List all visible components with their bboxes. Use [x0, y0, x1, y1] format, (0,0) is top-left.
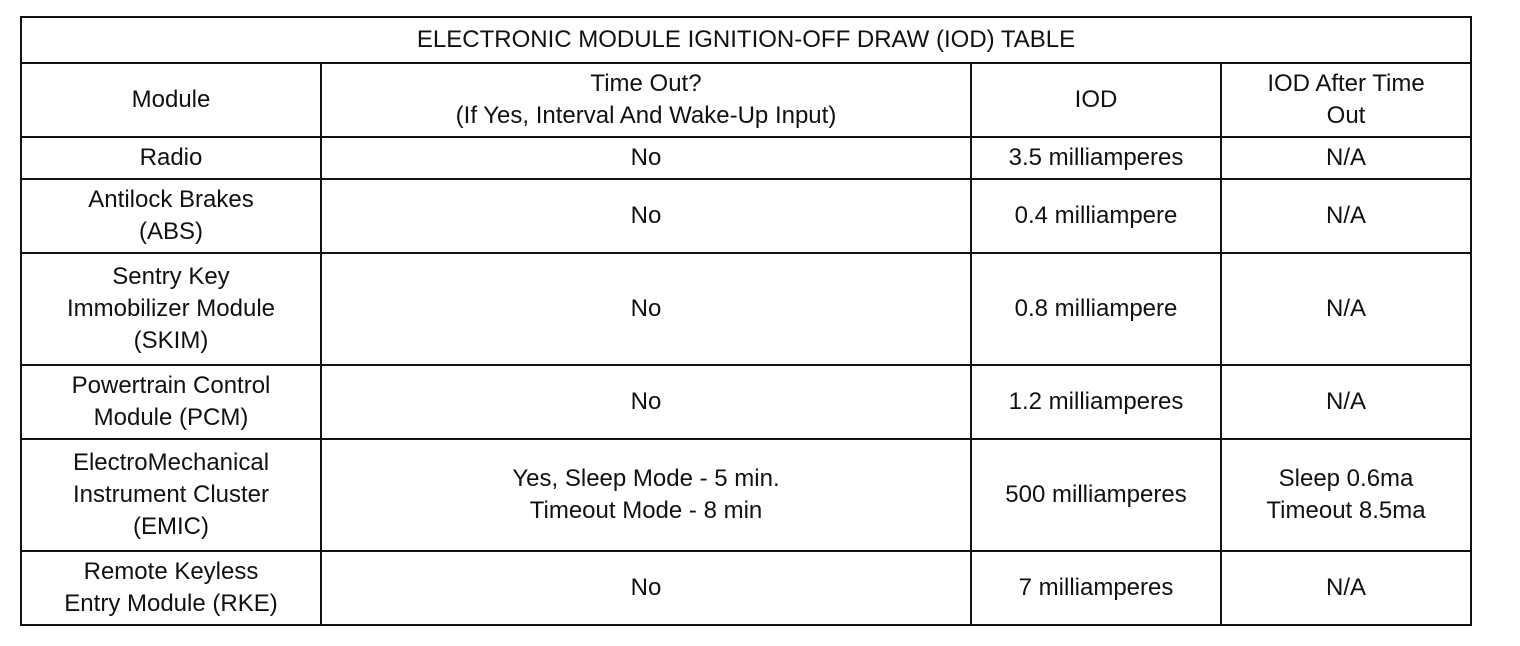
header-time-out: Time Out? (If Yes, Interval And Wake-Up Input)	[321, 63, 971, 137]
cell-iod-after: N/A	[1221, 551, 1471, 625]
cell-time-out: No	[321, 253, 971, 365]
cell-time-out: No	[321, 137, 971, 179]
cell-iod: 500 milliamperes	[971, 439, 1221, 551]
cell-time-out: No	[321, 179, 971, 253]
cell-iod: 0.8 milliampere	[971, 253, 1221, 365]
table-title-row	[21, 17, 1471, 63]
cell-iod: 1.2 milliamperes	[971, 365, 1221, 439]
table-row	[21, 365, 1471, 439]
table-row	[21, 551, 1471, 625]
table-row	[21, 179, 1471, 253]
table-row	[21, 439, 1471, 551]
cell-iod: 0.4 milliampere	[971, 179, 1221, 253]
cell-time-out: No	[321, 365, 971, 439]
iod-table	[20, 16, 1472, 626]
cell-iod-after: N/A	[1221, 365, 1471, 439]
cell-iod-after: N/A	[1221, 253, 1471, 365]
table-header-row	[21, 63, 1471, 137]
cell-module: Antilock Brakes (ABS)	[21, 179, 321, 253]
cell-iod-after: N/A	[1221, 179, 1471, 253]
cell-module: Remote Keyless Entry Module (RKE)	[21, 551, 321, 625]
header-iod: IOD	[971, 63, 1221, 137]
cell-module: Radio	[21, 137, 321, 179]
header-module: Module	[21, 63, 321, 137]
cell-module: Sentry Key Immobilizer Module (SKIM)	[21, 253, 321, 365]
cell-module: Powertrain Control Module (PCM)	[21, 365, 321, 439]
cell-time-out: No	[321, 551, 971, 625]
table-row	[21, 253, 1471, 365]
cell-iod-after: Sleep 0.6ma Timeout 8.5ma	[1221, 439, 1471, 551]
cell-iod-after: N/A	[1221, 137, 1471, 179]
table-title: ELECTRONIC MODULE IGNITION-OFF DRAW (IOD) TABLE	[21, 17, 1471, 63]
cell-module: ElectroMechanical Instrument Cluster (EMIC)	[21, 439, 321, 551]
cell-iod: 3.5 milliamperes	[971, 137, 1221, 179]
cell-iod: 7 milliamperes	[971, 551, 1221, 625]
cell-time-out: Yes, Sleep Mode - 5 min. Timeout Mode - 8 min	[321, 439, 971, 551]
table-row	[21, 137, 1471, 179]
header-iod-after-time-out: IOD After Time Out	[1221, 63, 1471, 137]
